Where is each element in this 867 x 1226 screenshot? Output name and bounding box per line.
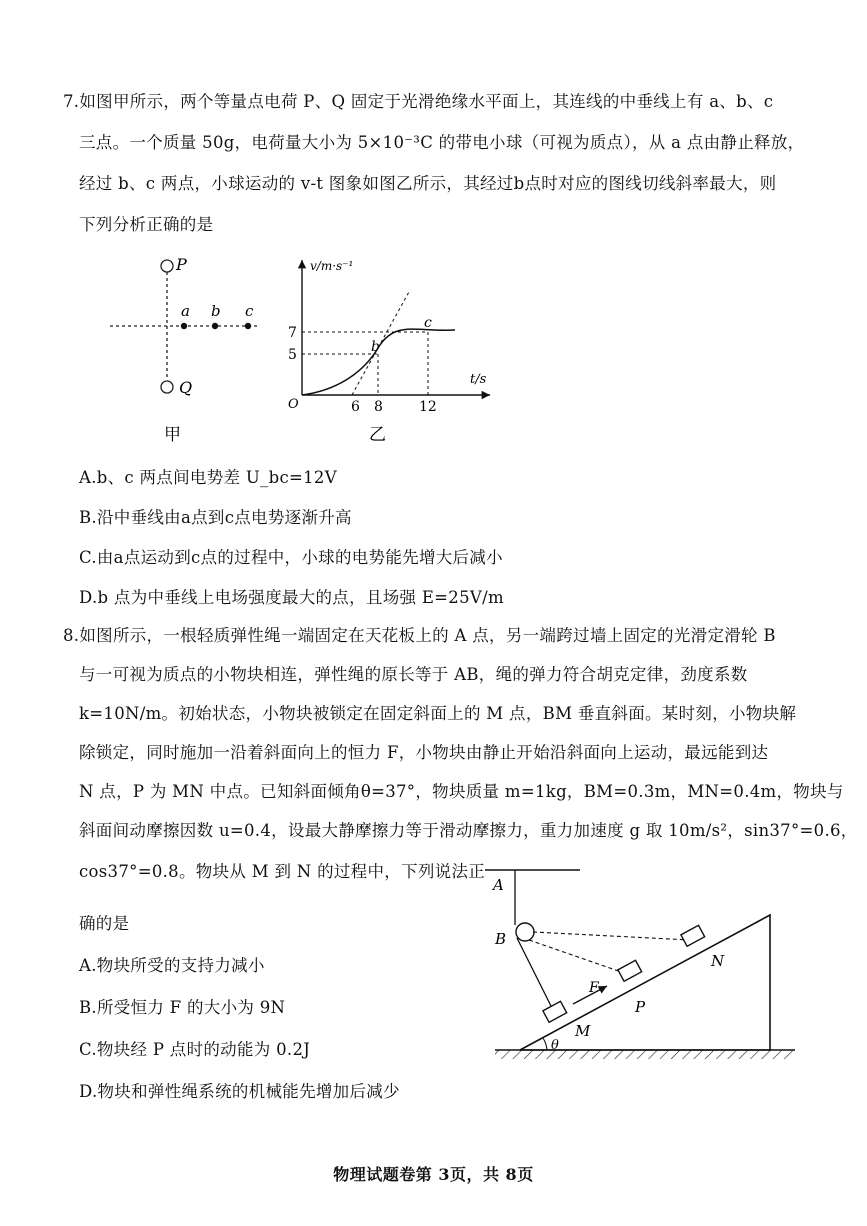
label-a: a xyxy=(181,302,190,320)
tick-t12: 12 xyxy=(419,399,437,415)
angle-arc xyxy=(543,1038,547,1050)
q8-line-5: N 点，P 为 MN 中点。已知斜面倾角θ=37°，物块质量 m=1kg，BM=0.3m，MN=0.4m，物块与 xyxy=(79,782,844,801)
point-b xyxy=(212,323,218,329)
q8-line-8: 确的是 xyxy=(79,914,130,933)
q8-option-b: B.所受恒力 F 的大小为 9N xyxy=(79,998,286,1017)
point-b-label: b xyxy=(371,339,380,355)
point-c xyxy=(245,323,251,329)
pulley-b xyxy=(516,923,534,941)
label-p: P xyxy=(176,255,187,274)
tick-v5: 5 xyxy=(288,347,297,363)
q7-line-4: 下列分析正确的是 xyxy=(79,215,214,234)
label-theta: θ xyxy=(551,1038,559,1053)
q8-line-1: 8.如图所示，一根轻质弹性绳一端固定在天花板上的 A 点，另一端跨过墙上固定的光滑定滑轮 B xyxy=(63,626,776,645)
rope-b-n-dashed xyxy=(533,932,690,940)
q7-option-c: C.由a点运动到c点的过程中，小球的电势能先增大后减小 xyxy=(79,548,503,567)
label-n: N xyxy=(711,952,725,970)
caption-jia: 甲 xyxy=(164,425,181,445)
rope-b-p-dashed xyxy=(529,940,630,975)
figure-q8-incline xyxy=(485,860,805,1070)
q8-option-a: A.物块所受的支持力减小 xyxy=(79,956,265,975)
q7-option-d: D.b 点为中垂线上电场强度最大的点，且场强 E=25V/m xyxy=(79,588,504,607)
incline-wedge xyxy=(520,915,770,1050)
label-m: M xyxy=(575,1022,591,1040)
block-n xyxy=(681,925,705,946)
q8-option-d: D.物块和弹性绳系统的机械能先增加后减少 xyxy=(79,1082,400,1101)
ground-hatch xyxy=(495,1050,795,1059)
block-p xyxy=(618,960,642,981)
block-m xyxy=(543,1001,567,1022)
x-axis-label: t/s xyxy=(470,372,487,387)
q8-line-2: 与一可视为质点的小物块相连，弹性绳的原长等于 AB，绳的弹力符合胡克定律，劲度系数 xyxy=(79,665,748,684)
q7-line-1: 7.如图甲所示，两个等量点电荷 P、Q 固定于光滑绝缘水平面上，其连线的中垂线上有 a、b、c xyxy=(63,92,774,111)
q8-line-3: k=10N/m。初始状态，小物块被锁定在固定斜面上的 M 点，BM 垂直斜面。某时刻，小物块解 xyxy=(79,704,797,723)
label-a: A xyxy=(493,876,504,894)
label-p: P xyxy=(635,998,646,1016)
tick-t8: 8 xyxy=(374,399,383,415)
charge-q-circle xyxy=(161,381,173,393)
figure-yi xyxy=(280,250,500,450)
q8-line-6: 斜面间动摩擦因数 u=0.4，设最大静摩擦力等于滑动摩擦力，重力加速度 g 取 10m/s²，sin37°=0.6， xyxy=(79,821,858,840)
label-b: B xyxy=(495,930,507,948)
figure-jia xyxy=(100,250,280,450)
tick-t6: 6 xyxy=(351,399,360,415)
q8-option-c: C.物块经 P 点时的动能为 0.2J xyxy=(79,1040,311,1059)
page-footer: 物理试题卷第 3页，共 8页 xyxy=(333,1165,534,1184)
q8-line-4: 除锁定，同时施加一沿着斜面向上的恒力 F，小物块由静止开始沿斜面向上运动，最远能到达 xyxy=(79,743,769,762)
point-c-label: c xyxy=(424,315,432,331)
origin-label: O xyxy=(288,397,299,412)
charge-p-circle xyxy=(161,260,173,272)
caption-yi: 乙 xyxy=(369,425,386,445)
q8-line-7: cos37°=0.8。物块从 M 到 N 的过程中，下列说法正 xyxy=(79,862,486,881)
q7-line-2: 三点。一个质量 50g，电荷量大小为 5×10⁻³C 的带电小球（可视为质点），从 a 点由静止释放， xyxy=(79,133,805,152)
q7-option-b: B.沿中垂线由a点到c点电势逐渐升高 xyxy=(79,508,352,527)
point-a xyxy=(181,323,187,329)
tick-v7: 7 xyxy=(288,325,297,341)
y-axis-label: v/m·s⁻¹ xyxy=(310,259,354,273)
label-f: F xyxy=(589,980,599,996)
q7-line-3: 经过 b、c 两点，小球运动的 v-t 图象如图乙所示，其经过b点时对应的图线切线斜率最大，则 xyxy=(79,174,777,193)
label-b: b xyxy=(211,302,221,320)
q7-option-a: A.b、c 两点间电势差 U_bc=12V xyxy=(79,468,337,487)
label-c: c xyxy=(245,302,254,320)
label-q: Q xyxy=(179,378,193,397)
